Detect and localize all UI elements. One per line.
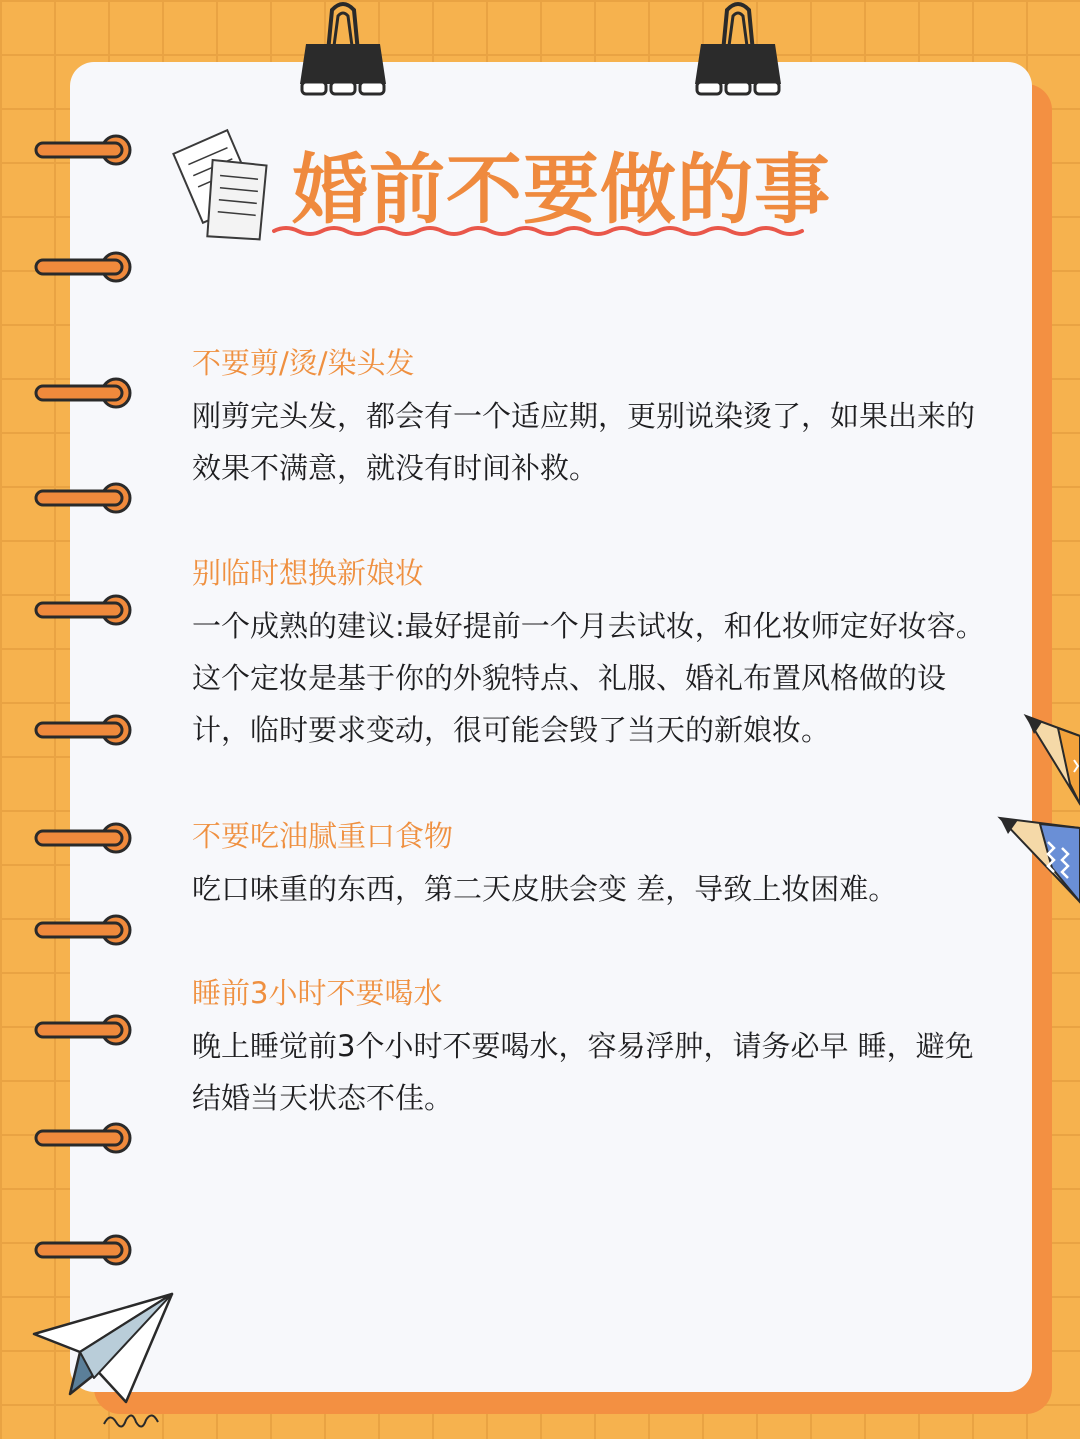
- tip-section: [192, 815, 1002, 915]
- tip-heading: 别临时想换新娘妆: [192, 556, 425, 590]
- tip-body: 刚剪完头发，都会有一个适应期，更别说染烫了，如果出来的效果不满意，就没有时间补救。: [192, 399, 976, 485]
- tip-body: 晚上睡觉前3个小时不要喝水，容易浮肿，请务必早 睡，避免结婚当天状态不佳。: [192, 1029, 974, 1115]
- tip-body: 一个成熟的建议:最好提前一个月去试妆，和化妆师定好妆容。这个定妆是基于你的外貌特点、礼服、婚礼布置风格做的设计，临时要求变动，很可能会毁了当天的新娘妆。: [192, 609, 985, 747]
- spiral-ring-icon: [34, 594, 132, 626]
- spiral-ring-icon: [34, 482, 132, 514]
- spiral-ring-icon: [34, 134, 132, 166]
- tip-section: [192, 342, 1002, 494]
- paper-plane-icon: [30, 1290, 180, 1410]
- tip-heading: 不要吃油腻重口食物: [192, 819, 454, 853]
- spiral-ring-icon: [34, 1014, 132, 1046]
- tip-heading: 睡前3小时不要喝水: [192, 976, 443, 1010]
- pencil-icon: [1018, 700, 1080, 820]
- spiral-ring-icon: [34, 251, 132, 283]
- spiral-ring-icon: [34, 714, 132, 746]
- spiral-ring-icon: [34, 914, 132, 946]
- tip-body: 吃口味重的东西，第二天皮肤会变 差，导致上妆困难。: [192, 872, 898, 906]
- tip-section: [192, 972, 1002, 1124]
- page-title: 婚前不要做的事: [292, 145, 831, 234]
- spiral-ring-icon: [34, 1234, 132, 1266]
- title-underline: [272, 222, 812, 238]
- pencil-icon: [996, 808, 1080, 912]
- tip-section: [192, 552, 1002, 756]
- squiggle-icon: [100, 1408, 170, 1436]
- spiral-ring-icon: [34, 822, 132, 854]
- binder-clip-icon: [298, 0, 388, 100]
- tip-heading: 不要剪/烫/染头发: [192, 346, 415, 380]
- spiral-ring-icon: [34, 1122, 132, 1154]
- paper-sheets-icon: [168, 124, 276, 252]
- binder-clip-icon: [693, 0, 783, 100]
- spiral-ring-icon: [34, 377, 132, 409]
